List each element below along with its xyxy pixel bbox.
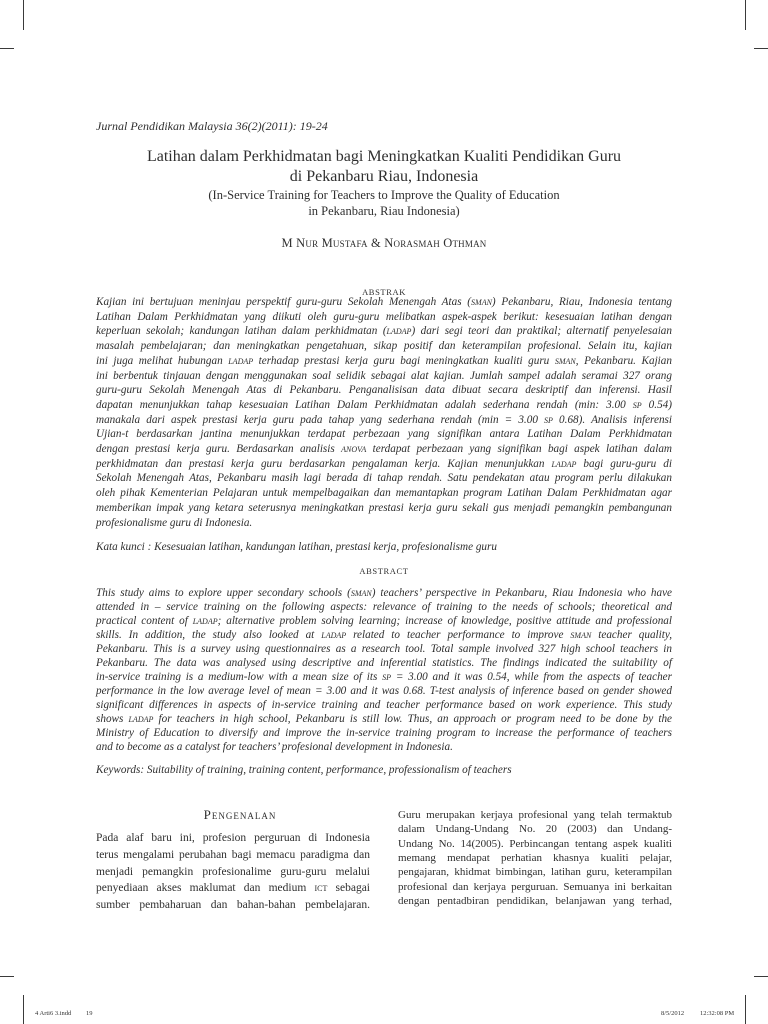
intro-left-line: Pada alaf baru ini, profesion perguruan di Indonesia (96, 832, 370, 844)
acronym: sman (554, 354, 576, 367)
title-line: di Pekanbaru Riau, Indonesia (289, 168, 479, 185)
intro-left-column (96, 830, 370, 914)
crop-mark (23, 0, 24, 30)
abstrak-line: Sekolah Menengah Atas, Pekanbaru masih lagi berada di tahap rendah. Satu pendekatan atau program perlu dilakukan (96, 472, 672, 485)
intro-left-line: menjadi pemangkin profesionalime guru-guru melalui (96, 865, 370, 878)
intro-left-line: penyediaan akses maklumat dan medium ict sebagai (96, 882, 371, 895)
abstrak-line: masalah pembelajaran; dan meningkatkan pengetahuan, sikap positif dan keterampilan profesional. Selain itu, kajian (96, 340, 672, 353)
footer-date: 8/5/2012 (661, 1010, 685, 1017)
abstrak-block (96, 295, 672, 530)
abstrak-line: keperluan sekolah; kandungan latihan dalam perkhidmatan (ladap) dari segi teori dan praktikal; alternatif penyelesaian (96, 325, 672, 338)
abstrak-line: oleh pihak Kementerian Pelajaran untuk mempelbagaikan dan memantapkan program Latihan Dalam Perkhidmatan agar (96, 487, 672, 500)
abstract-line: attended in – service training on the following aspects: relevance of training to the needs of schools; theoretical and (96, 601, 672, 613)
abstrak-line: ini berbentuk tinjauan dengan menggunakan soal selidik sebagai alat kajian. Jumlah sampel adalah seramai 327 orang (96, 369, 672, 382)
abstract-line: shows ladap for teachers in high school, Pekanbaru is still low. Thus, an approach or program need to be done by the (96, 713, 673, 725)
crop-mark (23, 995, 24, 1024)
acronym: sp (544, 413, 553, 426)
abstrak-line: ini juga melihat hubungan ladap terhadap prestasi kerja guru bagi meningkatkan kualiti guru sman, Pekanbaru. Kajian (96, 354, 672, 367)
abstrak-line: dengan prestasi kerja guru. Berdasarkan analisis anova terdapat perbezaan yang signifikan bagi aspek latihan dalam (96, 443, 672, 456)
abstrak-line: perkhidmatan dan prestasi kerja guru berdasarkan pengalaman kerja. Kajian menunjukkan ladap bagi guru-guru di (96, 457, 672, 470)
intro-right-line: pengajaran, khidmat bimbingan, latihan guru, keterampilan (398, 866, 672, 879)
abstract-heading: ABSTRACT (359, 566, 409, 576)
crop-mark (745, 0, 746, 30)
acronym: sman (471, 296, 492, 308)
authors: M Nur Mustafa & Norasmah Othman (281, 236, 487, 250)
crop-mark (0, 48, 14, 49)
intro-right-line: memang mendapat perhatian khasnya kualiti pelajar, (398, 852, 672, 865)
abstrak-line: guru-guru Sekolah Menengah Atas di Pekanbaru. Penganalisisan data dibuat secara deskriptif dan inferensi. Hasil (96, 384, 672, 397)
abstrak-line: manakala dari aspek prestasi kerja guru pada tahap yang sederhana rendah (min = 3.00 sp 0.68). Analisis inferensi (96, 413, 672, 426)
abstract-line: Pekanbaru. The data was analysed using descriptive and inferential statistics. The findings indicated the suitability of (96, 657, 672, 669)
abstrak-heading: ABSTRAK (362, 287, 406, 297)
intro-right-line: dengan pentadbiran pendidikan, belanjawan yang terhad, (398, 895, 672, 908)
crop-mark (745, 995, 746, 1024)
abstract-line: Ministry of Education to diversify and improve the in-service training program to increase the performance of teachers (96, 727, 672, 739)
acronym: sp (632, 398, 642, 411)
crop-mark (0, 976, 14, 977)
acronym: ladap (228, 354, 254, 367)
footer-file: 4 Arti6 3.indd (35, 1010, 72, 1017)
footer-page: 19 (86, 1010, 93, 1017)
acronym: sman (570, 629, 592, 641)
section-heading: Pengenalan (203, 807, 277, 822)
abstract-line: practical content of ladap; alternative problem solving learning; increase of knowledge, positive attitude and professional (96, 615, 672, 627)
acronym: ladap (128, 713, 154, 725)
abstract-line: and to become as a catalyst for teachers’ profesional development in Indonesia. (96, 741, 453, 753)
abstrak-line: dapatan menunjukkan tahap kesesuaian Latihan Dalam Perkhidmatan adalah sederhana rendah (min: 3.00 sp 0.54) (96, 398, 672, 411)
abstract-keywords: Keywords: Suitability of training, training content, performance, professionalism of teachers (96, 764, 512, 776)
abstract-line: Pekanbaru. This is a survey using questionnaires as a research tool. Total sample involved 327 high school teachers in (96, 643, 672, 655)
acronym: sman (350, 587, 372, 599)
journal-citation: Jurnal Pendidikan Malaysia 36(2)(2011): 19-24 (96, 119, 328, 133)
subtitle-line: in Pekanbaru, Riau Indonesia) (308, 204, 460, 218)
abstract-line: skills. In addition, the study also looked at ladap related to teacher performance to improve sman teacher quality, (96, 629, 673, 641)
crop-mark (754, 976, 768, 977)
acronym: sp (382, 671, 392, 683)
intro-right-column (398, 808, 672, 909)
crop-mark (754, 48, 768, 49)
acronym: anova (341, 443, 367, 456)
intro-left-line: terus mengalami perubahan bagi memacu paradigma dan (96, 848, 370, 861)
abstrak-keywords: Kata kunci : Kesesuaian latihan, kandungan latihan, prestasi kerja, profesionalisme guru (96, 541, 497, 553)
acronym: ladap (551, 457, 577, 470)
acronym: ladap (192, 615, 218, 627)
abstract-line: performance in the low average level of mean = 3.00 and it was 0.68. T-test analysis of inference based on gender showed (96, 685, 672, 697)
abstract-line: significant differences in aspects of in-service training and teacher performance based on work experience. This study (96, 699, 672, 711)
intro-right-line: Undang No. 14(2005). Perbincangan tentang aspek kualiti (398, 837, 672, 850)
abstract-line: in-service training is a medium-low with a mean size of its sp = 3.00 and it was 0.54, while from the aspects of teacher (96, 671, 673, 683)
intro-right-line: dalam Undang-Undang No. 20 (2003) dan Undang- (398, 823, 672, 836)
acronym: ict (314, 882, 328, 895)
abstrak-line: Latihan Dalam Perkhidmatan yang diikuti oleh guru-guru melibatkan aspek-aspek berikut: kesesuaian latihan dengan (96, 310, 672, 323)
acronym: ladap (321, 629, 347, 641)
abstract-block (96, 586, 672, 754)
intro-right-line: Guru merupakan kerjaya profesional yang telah termaktub (398, 808, 672, 821)
title-line: Latihan dalam Perkhidmatan bagi Meningkatkan Kualiti Pendidikan Guru (146, 148, 622, 165)
intro-right-line: profesional dan kerjaya perguruan. Semuanya ini berkaitan (398, 880, 672, 893)
subtitle-line: (In-Service Training for Teachers to Improve the Quality of Education (208, 188, 560, 202)
footer-time: 12:32:08 PM (700, 1010, 735, 1017)
abstrak-line: Kajian ini bertujuan meninjau perspektif guru-guru Sekolah Menengah Atas (sman) Pekanbaru, Riau, Indonesia tentang (96, 296, 673, 308)
acronym: ladap (386, 325, 412, 338)
abstrak-line: Ujian-t berdasarkan jantina menunjukkan terdapat perbezaan yang signifikan antara Latihan Dalam Perkhidmatan (96, 428, 672, 441)
abstrak-line: profesionalisme guru di Indonesia. (96, 516, 253, 529)
title-block (0, 147, 768, 187)
intro-left-line: sumber pembaharuan dan bahan-bahan pembelajaran. (96, 899, 370, 911)
abstract-line: This study aims to explore upper secondary schools (sman) teachers’ perspective in Pekanbaru, Riau Indonesia who have (96, 587, 672, 599)
subtitle-block (0, 187, 768, 219)
abstrak-line: memberikan impak yang ketara seterusnya meningkatkan prestasi kerja guru sekali gus menjadi pemangkin pembangunan (96, 501, 672, 514)
